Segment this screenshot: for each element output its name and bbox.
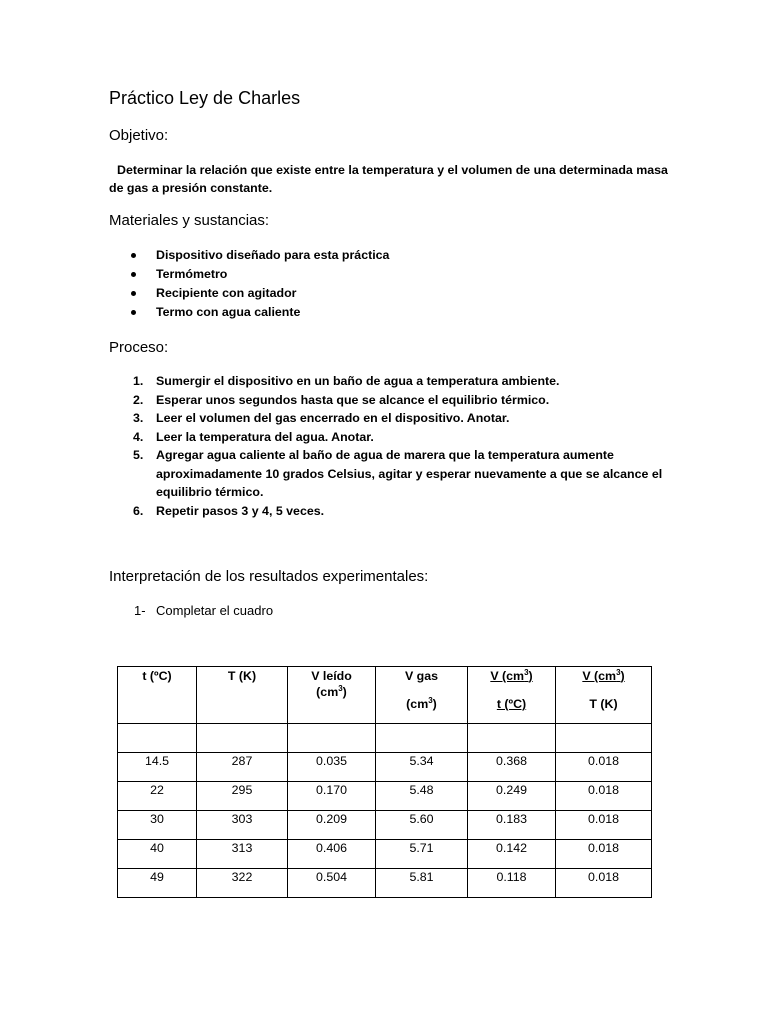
header-t-kelvin: T (K): [197, 667, 288, 724]
proceso-step: 6. Repetir pasos 3 y 4, 5 veces.: [133, 503, 325, 518]
objetivo-heading: Objetivo:: [109, 127, 169, 144]
proceso-heading: Proceso:: [109, 339, 169, 356]
subitem-text: Completar el cuadro: [156, 603, 274, 618]
table-cell: 22: [118, 782, 197, 811]
interpretacion-heading: Interpretación de los resultados experimentales:: [109, 568, 429, 585]
table-cell: 0.368: [468, 753, 556, 782]
table-cell: 14.5: [118, 753, 197, 782]
table-cell: 30: [118, 811, 197, 840]
table-cell: 0.249: [468, 782, 556, 811]
table-cell: 295: [197, 782, 288, 811]
header-v-gas: V gas $(cm^3)$: [376, 667, 468, 724]
table-row: [118, 840, 652, 869]
proceso-step: 4. Leer la temperatura del agua. Anotar.: [133, 429, 374, 444]
header-t-celsius: t (ºC): [118, 667, 197, 724]
materiales-item: Termómetro: [109, 265, 389, 284]
materiales-item: Termo con agua caliente: [109, 303, 389, 322]
header-v-leido: V leído $(cm^3)$: [288, 667, 376, 724]
table-cell: 0.018: [556, 869, 652, 898]
table-cell: [288, 724, 376, 753]
table-cell: 5.48: [376, 782, 468, 811]
header-v-over-t-celsius: V $(cm^3)$ t (ºC): [468, 667, 556, 724]
table-cell: 0.035: [288, 753, 376, 782]
table-cell: 0.209: [288, 811, 376, 840]
table-cell: 0.118: [468, 869, 556, 898]
proceso-list: [109, 372, 669, 520]
materiales-item: Dispositivo diseñado para esta práctica: [109, 246, 389, 265]
table-header-row: [118, 667, 652, 724]
bullet-icon: [131, 291, 136, 296]
table-cell: 40: [118, 840, 197, 869]
bullet-icon: [131, 310, 136, 315]
table-cell: 0.504: [288, 869, 376, 898]
table-cell: 5.34: [376, 753, 468, 782]
table-row: [118, 782, 652, 811]
subitem: [134, 603, 274, 618]
header-v-over-t-kelvin: V $(cm^3)$ T (K): [556, 667, 652, 724]
table-cell: 0.018: [556, 840, 652, 869]
table-row: [118, 724, 652, 753]
table-row: [118, 869, 652, 898]
table-cell: 0.018: [556, 753, 652, 782]
table-row: [118, 753, 652, 782]
table-cell: 0.170: [288, 782, 376, 811]
proceso-step: 3. Leer el volumen del gas encerrado en el dispositivo. Anotar.: [133, 411, 510, 425]
table-cell: [197, 724, 288, 753]
table-cell: 5.81: [376, 869, 468, 898]
table-cell: 313: [197, 840, 288, 869]
document-title: Práctico Ley de Charles: [109, 88, 301, 108]
table-cell: 0.142: [468, 840, 556, 869]
table-cell: 0.183: [468, 811, 556, 840]
table-cell: 5.71: [376, 840, 468, 869]
table-cell: 322: [197, 869, 288, 898]
table-cell: 287: [197, 753, 288, 782]
table-cell: 49: [118, 869, 197, 898]
materiales-list: [109, 246, 389, 322]
table-cell: 5.60: [376, 811, 468, 840]
proceso-step: 2. Esperar unos segundos hasta que se alcance el equilibrio térmico.: [133, 392, 550, 407]
bullet-icon: [131, 253, 136, 258]
table-cell: 0.018: [556, 811, 652, 840]
results-table: [117, 666, 652, 898]
proceso-step: 5. Agregar agua caliente al baño de agua de marera que la temperatura aumente aproximadamente 10 grados Celsius, agitar y esperar nuevamente a que se alcance el equilibrio térmico.: [133, 448, 663, 499]
materiales-item: Recipiente con agitador: [109, 284, 389, 303]
table-cell: [468, 724, 556, 753]
table-cell: [556, 724, 652, 753]
materiales-heading: Materiales y sustancias:: [109, 212, 270, 229]
subitem-number: 1-: [134, 603, 146, 618]
table-cell: [118, 724, 197, 753]
proceso-step: 1. Sumergir el dispositivo en un baño de agua a temperatura ambiente.: [133, 374, 560, 388]
table-cell: 303: [197, 811, 288, 840]
objetivo-text: Determinar la relación que existe entre la temperatura y el volumen de una determinada masa de gas a presión constante.: [109, 163, 668, 195]
bullet-icon: [131, 272, 136, 277]
table-row: [118, 811, 652, 840]
table-cell: 0.018: [556, 782, 652, 811]
table-cell: [376, 724, 468, 753]
table-cell: 0.406: [288, 840, 376, 869]
